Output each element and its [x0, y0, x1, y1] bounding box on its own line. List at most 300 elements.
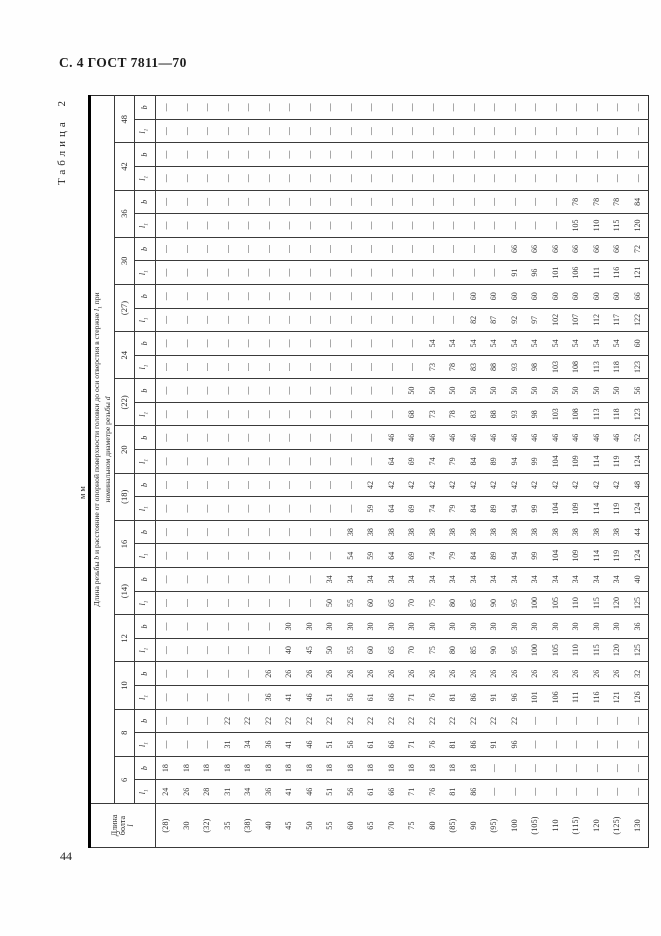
value-cell: 30 [423, 615, 444, 639]
value-cell: 46 [525, 426, 546, 450]
bolt-length-column-header [90, 804, 156, 848]
table-row [300, 96, 321, 848]
value-cell: — [197, 308, 218, 332]
value-cell: — [177, 473, 198, 497]
subcolumn-header: b [135, 473, 156, 497]
value-cell: 50 [423, 379, 444, 403]
value-cell: — [156, 733, 177, 757]
value-cell: 46 [484, 426, 505, 450]
value-cell: — [300, 402, 321, 426]
value-cell: — [546, 166, 567, 190]
value-cell: 61 [361, 780, 382, 804]
table-row [279, 96, 300, 848]
value-cell: — [197, 638, 218, 662]
page-number: 44 [60, 849, 72, 863]
value-cell: — [259, 119, 280, 143]
value-cell: — [177, 497, 198, 521]
value-cell: 50 [566, 379, 587, 403]
value-cell: — [259, 308, 280, 332]
value-cell: 26 [279, 662, 300, 686]
value-cell: — [197, 473, 218, 497]
value-cell: 36 [259, 686, 280, 710]
value-cell: — [218, 261, 239, 285]
head-row-diameters [115, 96, 135, 848]
table-row [361, 96, 382, 848]
table-row [259, 96, 280, 848]
value-cell: — [402, 143, 423, 167]
value-cell: — [238, 379, 259, 403]
diameter-header: (18) [115, 473, 135, 520]
value-cell: — [197, 520, 218, 544]
value-cell: — [156, 615, 177, 639]
value-cell: — [546, 756, 567, 780]
value-cell: — [218, 520, 239, 544]
value-cell: — [382, 332, 403, 356]
value-cell: 31 [218, 780, 239, 804]
value-cell: — [218, 332, 239, 356]
value-cell: 38 [587, 520, 608, 544]
value-cell: 24 [156, 780, 177, 804]
value-cell: 78 [443, 355, 464, 379]
value-cell: — [320, 426, 341, 450]
value-cell: — [628, 96, 649, 120]
value-cell: — [402, 355, 423, 379]
value-cell: — [320, 497, 341, 521]
value-cell: 116 [587, 686, 608, 710]
value-cell: 84 [628, 190, 649, 214]
value-cell: 84 [464, 450, 485, 474]
value-cell: 42 [464, 473, 485, 497]
value-cell: — [402, 214, 423, 238]
value-cell: 30 [382, 615, 403, 639]
value-cell: — [423, 237, 444, 261]
value-cell: 26 [341, 662, 362, 686]
value-cell: 34 [464, 568, 485, 592]
value-cell: — [238, 143, 259, 167]
value-cell: — [218, 638, 239, 662]
value-cell: 105 [566, 214, 587, 238]
bolt-length-cell: (85) [443, 804, 464, 848]
value-cell: — [341, 473, 362, 497]
value-cell: — [320, 237, 341, 261]
value-cell: 18 [259, 756, 280, 780]
value-cell: — [484, 261, 505, 285]
value-cell: — [279, 214, 300, 238]
value-cell: — [382, 143, 403, 167]
value-cell: — [259, 544, 280, 568]
document-header: С. 4 ГОСТ 7811—70 [59, 55, 187, 70]
value-cell: 99 [525, 450, 546, 474]
value-cell: — [238, 284, 259, 308]
value-cell: 51 [320, 686, 341, 710]
diameter-header: 10 [115, 662, 135, 709]
value-cell: — [156, 686, 177, 710]
value-cell: — [238, 520, 259, 544]
value-cell: 83 [464, 402, 485, 426]
value-cell: 54 [587, 332, 608, 356]
value-cell: 89 [484, 450, 505, 474]
subcolumn-header: b [135, 190, 156, 214]
value-cell: 46 [443, 426, 464, 450]
value-cell: — [382, 355, 403, 379]
value-cell: — [197, 261, 218, 285]
value-cell: — [197, 355, 218, 379]
value-cell: — [628, 780, 649, 804]
main-header-line1: Длина резьбы b и расстояние от опорной поверхности головки до оси отверстия в стержне $l_1$ при [92, 292, 104, 607]
value-cell: 34 [341, 568, 362, 592]
value-cell: — [197, 733, 218, 757]
value-cell: — [177, 426, 198, 450]
value-cell: — [525, 709, 546, 733]
value-cell: 45 [300, 638, 321, 662]
value-cell: 38 [607, 520, 628, 544]
value-cell: — [279, 568, 300, 592]
value-cell: 30 [402, 615, 423, 639]
col0-line2: болта [118, 815, 127, 836]
bolt-length-cell: (125) [607, 804, 628, 848]
value-cell: — [341, 119, 362, 143]
rotated-table-area [56, 95, 648, 848]
value-cell: — [259, 214, 280, 238]
value-cell: — [300, 284, 321, 308]
value-cell: 91 [484, 733, 505, 757]
value-cell: 76 [423, 780, 444, 804]
value-cell: — [238, 662, 259, 686]
value-cell: — [628, 143, 649, 167]
value-cell: — [156, 450, 177, 474]
value-cell: 50 [525, 379, 546, 403]
value-cell: 18 [341, 756, 362, 780]
value-cell: — [361, 379, 382, 403]
diameter-header: (14) [115, 568, 135, 615]
value-cell: — [320, 332, 341, 356]
value-cell: — [300, 261, 321, 285]
value-cell: 46 [546, 426, 567, 450]
value-cell: — [197, 379, 218, 403]
value-cell: — [443, 96, 464, 120]
table-row [320, 96, 341, 848]
value-cell: — [525, 96, 546, 120]
value-cell: — [423, 96, 444, 120]
value-cell: 30 [546, 615, 567, 639]
value-cell: — [156, 284, 177, 308]
value-cell: — [443, 261, 464, 285]
value-cell: — [300, 237, 321, 261]
value-cell: — [197, 591, 218, 615]
subcolumn-header: b [135, 332, 156, 356]
value-cell: — [587, 780, 608, 804]
value-cell: — [505, 190, 526, 214]
value-cell: 30 [566, 615, 587, 639]
value-cell: 106 [566, 261, 587, 285]
bolt-length-cell: 70 [382, 804, 403, 848]
value-cell: 65 [382, 638, 403, 662]
value-cell: 54 [341, 544, 362, 568]
value-cell: — [300, 332, 321, 356]
bolt-length-cell: 30 [177, 804, 198, 848]
value-cell: — [607, 709, 628, 733]
bolt-length-cell: 35 [218, 804, 239, 848]
value-cell: 65 [382, 591, 403, 615]
value-cell: — [566, 119, 587, 143]
subcolumn-header: $l_1$ [135, 261, 156, 285]
value-cell: — [156, 709, 177, 733]
value-cell: — [484, 166, 505, 190]
value-cell: — [402, 190, 423, 214]
table-caption: Таблица 2 [56, 97, 68, 186]
subcolumn-header: $l_1$ [135, 733, 156, 757]
value-cell: 26 [607, 662, 628, 686]
value-cell: — [320, 214, 341, 238]
value-cell: 36 [628, 615, 649, 639]
value-cell: 42 [484, 473, 505, 497]
value-cell: 41 [279, 686, 300, 710]
value-cell: — [177, 709, 198, 733]
diameter-header: 30 [115, 237, 135, 284]
value-cell: — [300, 426, 321, 450]
value-cell: — [628, 756, 649, 780]
value-cell: 38 [505, 520, 526, 544]
value-cell: 54 [607, 332, 628, 356]
value-cell: 119 [607, 497, 628, 521]
value-cell: — [279, 497, 300, 521]
value-cell: 115 [587, 638, 608, 662]
value-cell: — [238, 308, 259, 332]
value-cell: 22 [505, 709, 526, 733]
value-cell: — [279, 96, 300, 120]
value-cell: 22 [443, 709, 464, 733]
value-cell: — [382, 166, 403, 190]
value-cell: — [320, 166, 341, 190]
value-cell: 34 [320, 568, 341, 592]
value-cell: — [197, 497, 218, 521]
subcolumn-header: b [135, 96, 156, 120]
value-cell: — [402, 166, 423, 190]
subcolumn-header: b [135, 709, 156, 733]
value-cell: — [341, 308, 362, 332]
value-cell: 54 [484, 332, 505, 356]
value-cell: 101 [546, 261, 567, 285]
value-cell: — [156, 96, 177, 120]
value-cell: 46 [382, 426, 403, 450]
value-cell: 125 [628, 591, 649, 615]
value-cell: — [300, 591, 321, 615]
value-cell: 98 [525, 402, 546, 426]
value-cell: 30 [361, 615, 382, 639]
value-cell: 34 [423, 568, 444, 592]
value-cell: 109 [566, 450, 587, 474]
value-cell: — [628, 119, 649, 143]
value-cell: 26 [546, 662, 567, 686]
value-cell: — [525, 143, 546, 167]
value-cell: — [177, 143, 198, 167]
value-cell: 18 [279, 756, 300, 780]
value-cell: — [341, 284, 362, 308]
value-cell: 34 [505, 568, 526, 592]
value-cell: — [218, 450, 239, 474]
value-cell: — [607, 166, 628, 190]
value-cell: 66 [628, 284, 649, 308]
value-cell: — [156, 166, 177, 190]
value-cell: — [279, 119, 300, 143]
value-cell: — [218, 96, 239, 120]
value-cell: 111 [566, 686, 587, 710]
bolt-length-cell: 75 [402, 804, 423, 848]
value-cell: 50 [402, 379, 423, 403]
value-cell: — [279, 520, 300, 544]
value-cell: — [259, 190, 280, 214]
subcolumn-header: b [135, 426, 156, 450]
value-cell: 110 [587, 214, 608, 238]
bolt-length-cell: (115) [566, 804, 587, 848]
value-cell: 18 [361, 756, 382, 780]
value-cell: 73 [423, 402, 444, 426]
value-cell: 18 [156, 756, 177, 780]
table-row [525, 96, 546, 848]
value-cell: — [566, 143, 587, 167]
value-cell: 102 [546, 308, 567, 332]
value-cell: — [300, 379, 321, 403]
value-cell: 26 [300, 662, 321, 686]
value-cell: 113 [587, 355, 608, 379]
value-cell: 30 [320, 615, 341, 639]
table-row [156, 96, 177, 848]
value-cell: 50 [546, 379, 567, 403]
value-cell: — [259, 473, 280, 497]
value-cell: 60 [361, 638, 382, 662]
value-cell: 18 [382, 756, 403, 780]
value-cell: 120 [607, 591, 628, 615]
value-cell: 56 [341, 780, 362, 804]
value-cell: — [238, 332, 259, 356]
value-cell: 30 [279, 615, 300, 639]
table-row [587, 96, 608, 848]
value-cell: — [402, 308, 423, 332]
value-cell: — [382, 96, 403, 120]
subcolumn-header: b [135, 379, 156, 403]
value-cell: 115 [587, 591, 608, 615]
value-cell: 59 [361, 544, 382, 568]
value-cell: — [177, 591, 198, 615]
value-cell: 46 [300, 686, 321, 710]
value-cell: — [300, 214, 321, 238]
value-cell: 46 [505, 426, 526, 450]
value-cell: 79 [443, 544, 464, 568]
value-cell: — [341, 96, 362, 120]
value-cell: — [505, 119, 526, 143]
value-cell: — [279, 308, 300, 332]
table-row [402, 96, 423, 848]
value-cell: 106 [546, 686, 567, 710]
value-cell: — [361, 119, 382, 143]
value-cell: 118 [607, 355, 628, 379]
value-cell: 114 [587, 450, 608, 474]
value-cell: 22 [218, 709, 239, 733]
diameter-header: 12 [115, 615, 135, 662]
value-cell: 52 [628, 426, 649, 450]
value-cell: 26 [361, 662, 382, 686]
value-cell: 50 [464, 379, 485, 403]
value-cell: — [464, 190, 485, 214]
value-cell: 86 [464, 733, 485, 757]
value-cell: — [218, 686, 239, 710]
value-cell: 38 [566, 520, 587, 544]
value-cell: 96 [505, 733, 526, 757]
value-cell: 79 [443, 497, 464, 521]
value-cell: — [464, 119, 485, 143]
value-cell: — [279, 166, 300, 190]
value-cell: 82 [464, 308, 485, 332]
value-cell: — [177, 379, 198, 403]
value-cell: — [218, 402, 239, 426]
value-cell: — [197, 686, 218, 710]
value-cell: 40 [279, 638, 300, 662]
value-cell: — [423, 284, 444, 308]
value-cell: — [505, 214, 526, 238]
value-cell: — [505, 96, 526, 120]
value-cell: 114 [587, 544, 608, 568]
value-cell: 36 [259, 733, 280, 757]
value-cell: 99 [525, 544, 546, 568]
value-cell: — [566, 96, 587, 120]
value-cell: 42 [525, 473, 546, 497]
value-cell: — [300, 190, 321, 214]
table-row [177, 96, 198, 848]
value-cell: 60 [484, 284, 505, 308]
value-cell: 55 [341, 638, 362, 662]
value-cell: — [361, 332, 382, 356]
value-cell: 79 [443, 450, 464, 474]
value-cell: 105 [546, 638, 567, 662]
value-cell: — [341, 261, 362, 285]
value-cell: 26 [587, 662, 608, 686]
value-cell: 22 [320, 709, 341, 733]
value-cell: — [197, 662, 218, 686]
value-cell: — [177, 190, 198, 214]
bolt-length-cell: 120 [587, 804, 608, 848]
value-cell: — [156, 237, 177, 261]
value-cell: 54 [443, 332, 464, 356]
value-cell: — [320, 190, 341, 214]
table-head [90, 96, 156, 848]
value-cell: — [259, 261, 280, 285]
value-cell: 93 [505, 402, 526, 426]
value-cell: — [382, 119, 403, 143]
value-cell: — [361, 284, 382, 308]
value-cell: — [218, 426, 239, 450]
value-cell: — [341, 426, 362, 450]
bolt-length-cell: 65 [361, 804, 382, 848]
value-cell: 34 [546, 568, 567, 592]
value-cell: 46 [464, 426, 485, 450]
value-cell: — [320, 119, 341, 143]
value-cell: 75 [423, 638, 444, 662]
value-cell: 66 [546, 237, 567, 261]
table-row [423, 96, 444, 848]
value-cell: — [279, 237, 300, 261]
value-cell: — [177, 214, 198, 238]
value-cell: 108 [566, 402, 587, 426]
value-cell: 117 [607, 308, 628, 332]
table-caption-row [56, 95, 88, 848]
value-cell: — [566, 756, 587, 780]
value-cell: 46 [300, 780, 321, 804]
value-cell: 30 [587, 615, 608, 639]
table-row [628, 96, 649, 848]
value-cell: 30 [300, 615, 321, 639]
value-cell: 18 [402, 756, 423, 780]
value-cell: 66 [382, 686, 403, 710]
